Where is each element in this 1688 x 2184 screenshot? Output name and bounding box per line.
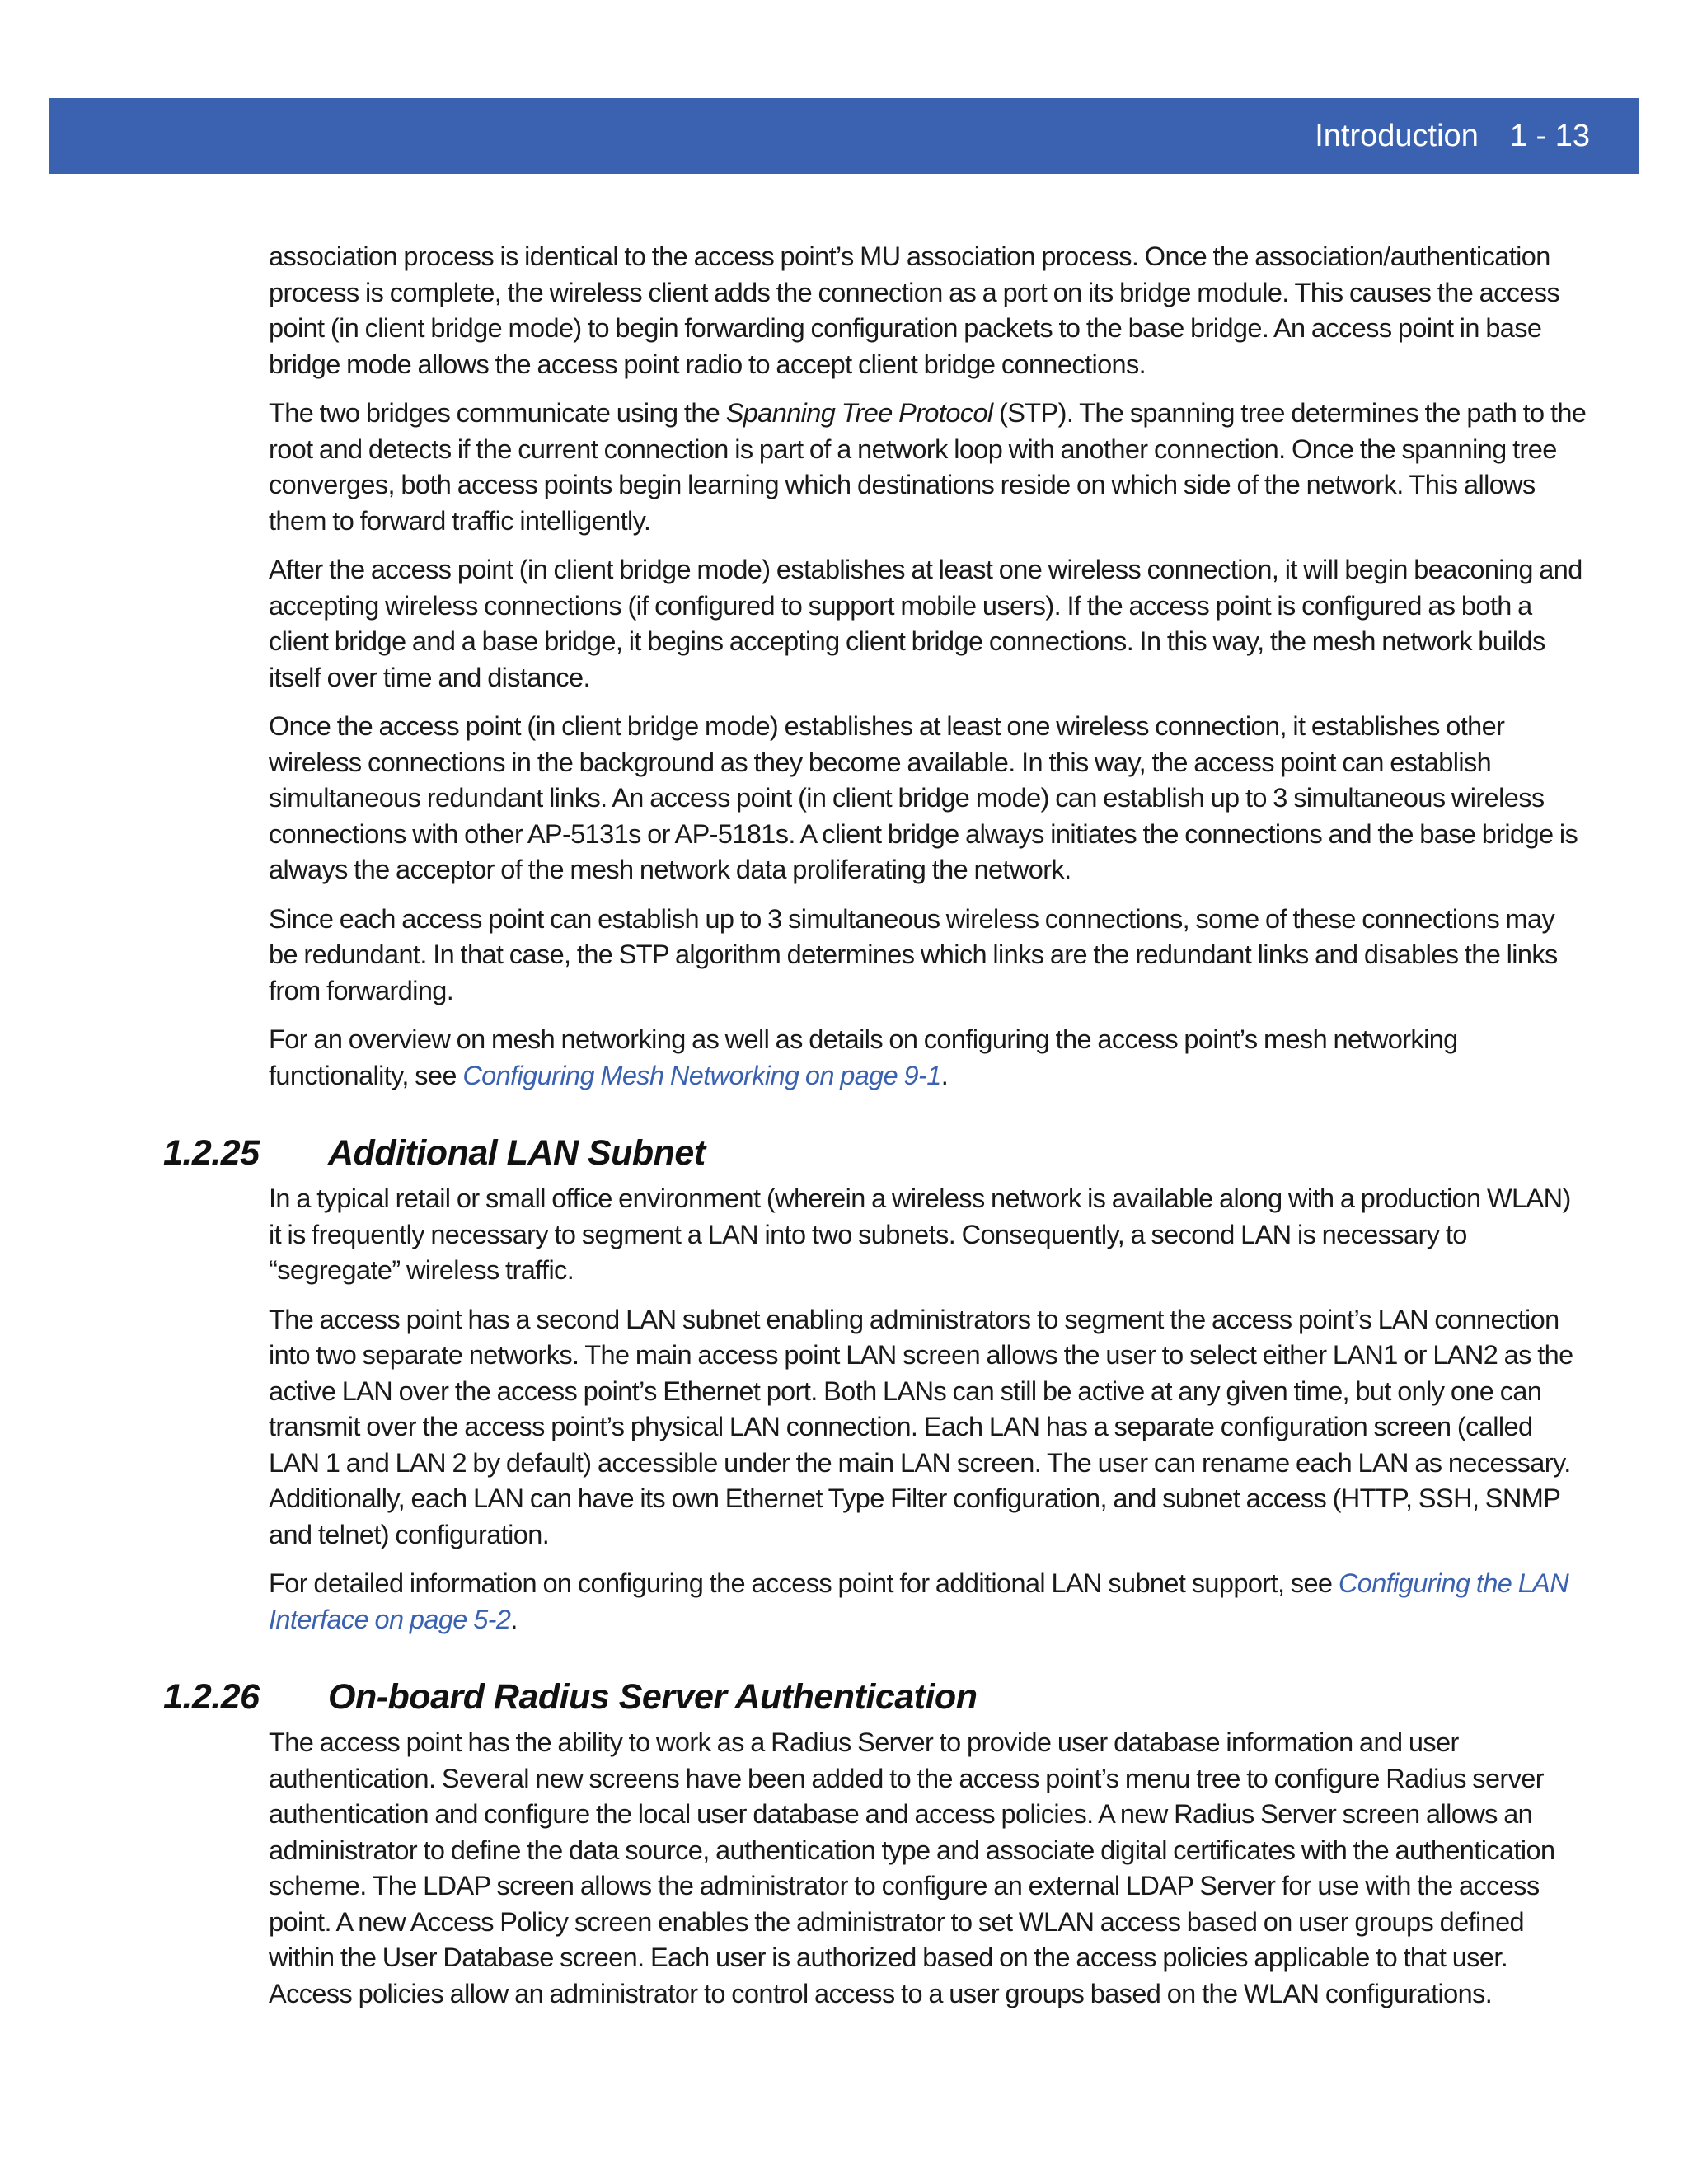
paragraph-stp-algorithm: Since each access point can establish up to 3 simultaneous wireless connections, some of these connections may be redundant. In that case, the STP algorithm determines which links are the redundant links and disables the links from forwarding. — [269, 903, 1558, 1005]
paragraph-retail-environment: In a typical retail or small office environment (wherein a wireless network is available along with a production WLAN) it is frequently necessary to segment a LAN into two subnets. Consequently, a second LAN is necessary to “segregate” wireless traffic. — [269, 1183, 1571, 1285]
page-header-bar — [49, 98, 1639, 174]
paragraph-redundant-links: Once the access point (in client bridge mode) establishes at least one wireless connection, it establishes other wireless connections in the background as they become available. In this way, the access point can establish simultaneous redundant links. An access point (in client bridge mode) can establish up to 3 simultaneous wireless connections with other AP-5131s or AP-5181s. A client bridge always initiates the connections and the base bridge is always the acceptor of the mesh network data proliferating the network. — [269, 711, 1578, 884]
section-number: 1.2.26 — [163, 1677, 260, 1717]
paragraph-lan-config-reference — [269, 1566, 1587, 1638]
text-span: . — [940, 1060, 949, 1090]
paragraph-spanning-tree — [269, 396, 1587, 539]
section-1226-body — [269, 1725, 1587, 2012]
text-span: For detailed information on configuring the access point for additional LAN subnet support, see — [269, 1568, 1339, 1598]
page-content — [0, 239, 1688, 2025]
section-title: On-board Radius Server Authentication — [328, 1677, 978, 1717]
link-configuring-lan-interface[interactable]: Configuring the LAN Interface on page 5-2 — [269, 1568, 1569, 1634]
paragraph-second-lan-subnet: The access point has a second LAN subnet enabling administrators to segment the access point’s LAN connection into two separate networks. The main access point LAN screen allows the user to select either LAN1 or LAN2 as the active LAN over the access point’s Ethernet port. Both LANs can still be active at any given time, but only one can transmit over the access point’s physical LAN connection. Each LAN has a separate configuration screen (called LAN 1 and LAN 2 by default) accessible under the main LAN screen. The user can rename each LAN as necessary. Additionally, each LAN can have its own Ethernet Type Filter configuration, and subnet access (HTTP, SSH, SNMP and telnet) configuration. — [269, 1304, 1573, 1549]
emphasis-spanning-tree-protocol: Spanning Tree Protocol — [725, 398, 993, 428]
page-number: 1 - 13 — [1509, 119, 1590, 153]
text-span: . — [510, 1604, 518, 1634]
paragraph-association-process: association process is identical to the access point’s MU association process. Once the association/authentication process is complete, the wireless client adds the connection as a port on its bridge module. This causes the access point (in client bridge mode) to begin forwarding configuration packets to the base bridge. An access point in base bridge mode allows the access point radio to accept client bridge connections. — [269, 241, 1560, 379]
link-configuring-mesh-networking[interactable]: Configuring Mesh Networking on page 9-1 — [462, 1060, 941, 1090]
intro-text-column — [269, 239, 1587, 1094]
text-span: For an overview on mesh networking as well as details on configuring the access point’s mesh networking functionality, see — [269, 1024, 1458, 1090]
section-heading-1226 — [163, 1675, 1688, 1718]
chapter-title: Introduction — [1315, 119, 1479, 153]
running-header — [1315, 98, 1590, 174]
section-number: 1.2.25 — [163, 1133, 260, 1173]
section-heading-1225 — [163, 1132, 1688, 1174]
section-additional-lan-subnet — [163, 1132, 1688, 1174]
section-onboard-radius — [163, 1675, 1688, 1718]
text-span: (STP). The spanning tree determines the path to the root and detects if the current connection is part of a network loop with another connection. Once the spanning tree converges, both access points begin learning which destinations reside on which side of the network. This allows them to forward traffic intelligently. — [269, 398, 1587, 536]
paragraph-radius-server: The access point has the ability to work as a Radius Server to provide user database information and user authentication. Several new screens have been added to the access point’s menu tree to configure Radius server authentication and configure the local user database and access policies. A new Radius Server screen allows an administrator to define the data source, authentication type and associate digital certificates with the authentication scheme. The LDAP screen allows the administrator to configure an external LDAP Server for use with the access point. A new Access Policy screen enables the administrator to set WLAN access based on user groups defined within the User Database screen. Each user is authorized based on the access policies applicable to that user. Access policies allow an administrator to control access to a user groups based on the WLAN configurations. — [269, 1727, 1555, 2008]
section-1225-body — [269, 1181, 1587, 1638]
paragraph-mesh-overview — [269, 1022, 1587, 1094]
paragraph-beaconing: After the access point (in client bridge mode) establishes at least one wireless connection, it will begin beaconing and accepting wireless connections (if configured to support mobile users). If the access point is configured as both a client bridge and a base bridge, it begins accepting client bridge connections. In this way, the mesh network builds itself over time and distance. — [269, 555, 1582, 692]
section-title: Additional LAN Subnet — [328, 1133, 706, 1173]
text-span: The two bridges communicate using the — [269, 398, 726, 428]
